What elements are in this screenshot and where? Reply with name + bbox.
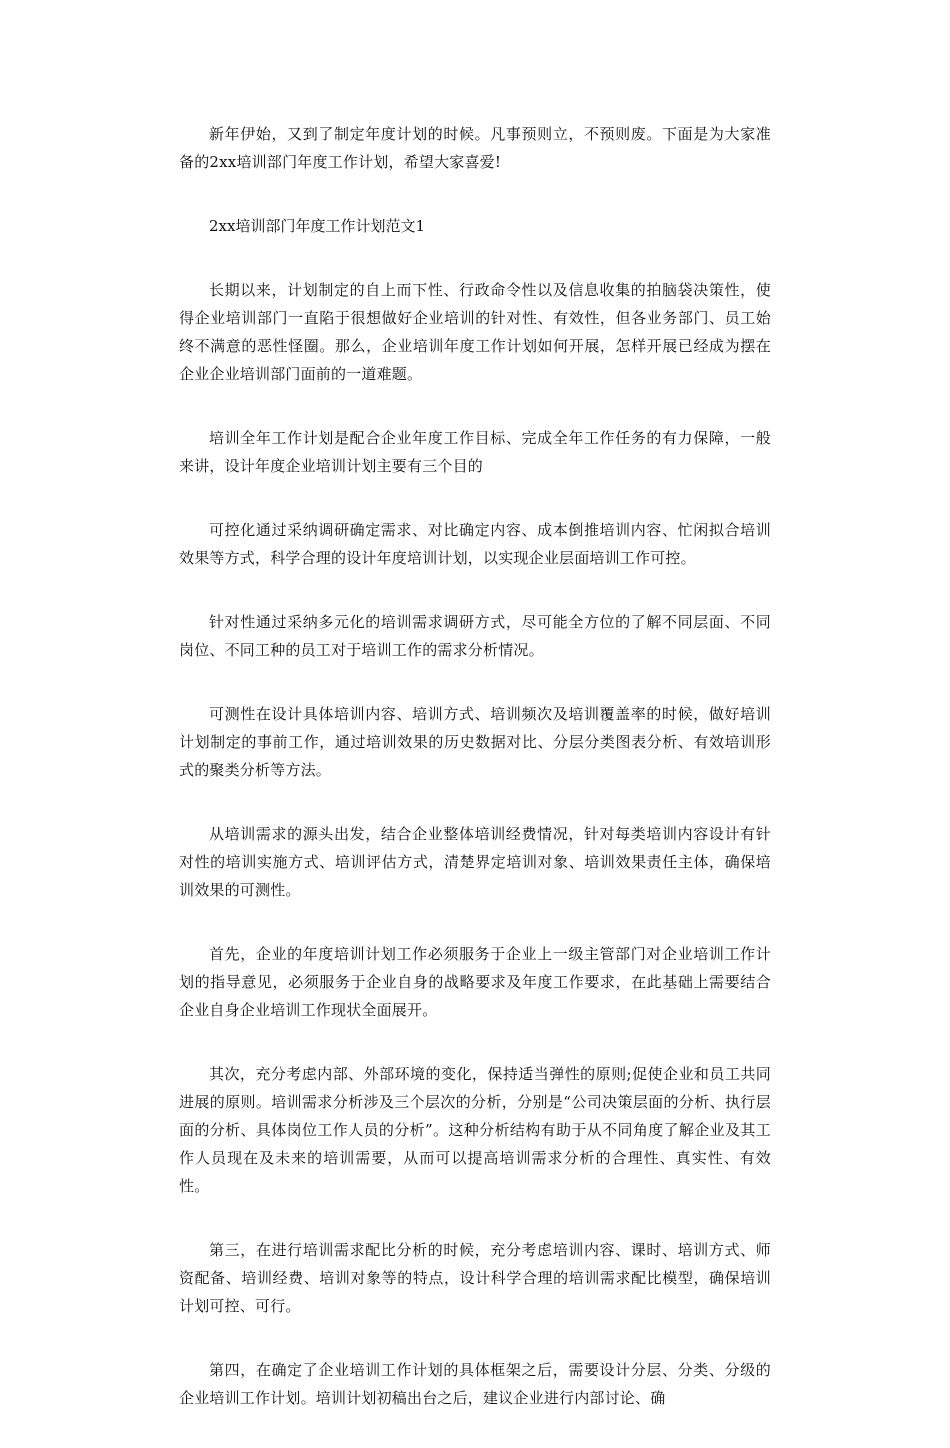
paragraph-7: 首先，企业的年度培训计划工作必须服务于企业上一级主管部门对企业培训工作计划的指导意见，必须服务于企业自身的战略要求及年度工作要求，在此基础上需要结合企业自身企业培训工作现状全面展开。 [179,945,771,1019]
intro-paragraph: 新年伊始，又到了制定年度计划的时候。凡事预则立，不预则废。下面是为大家准备的2xx培训部门年度工作计划，希望大家喜爱! [179,125,771,171]
paragraph-3: 可控化通过采纳调研确定需求、对比确定内容、成本倒推培训内容、忙闲拟合培训效果等方式，科学合理的设计年度培训计划，以实现企业层面培训工作可控。 [179,521,771,567]
paragraph-9: 第三，在进行培训需求配比分析的时候，充分考虑培训内容、课时、培训方式、师资配备、培训经费、培训对象等的特点，设计科学合理的培训需求配比模型，确保培训计划可控、可行。 [179,1241,771,1315]
paragraph-6: 从培训需求的源头出发，结合企业整体培训经费情况，针对每类培训内容设计有针对性的培训实施方式、培训评估方式，清楚界定培训对象、培训效果责任主体，确保培训效果的可测性。 [179,825,771,899]
paragraph-2: 培训全年工作计划是配合企业年度工作目标、完成全年工作任务的有力保障，一般来讲，设计年度企业培训计划主要有三个目的 [179,429,771,475]
paragraph-8: 其次，充分考虑内部、外部环境的变化，保持适当弹性的原则;促使企业和员工共同进展的原则。培训需求分析涉及三个层次的分析，分别是“公司决策层面的分析、执行层面的分析、具体岗位工作人员的分析”。这种分析结构有助于从不同角度了解企业及其工作人员现在及未来的培训需要，从而可以提高培训需求分析的合理性、真实性、有效性。 [179,1065,771,1195]
section-heading: 2xx培训部门年度工作计划范文1 [209,217,426,235]
paragraph-5: 可测性在设计具体培训内容、培训方式、培训频次及培训覆盖率的时候，做好培训计划制定的事前工作，通过培训效果的历史数据对比、分层分类图表分析、有效培训形式的聚类分析等方法。 [179,705,771,779]
paragraph-10: 第四，在确定了企业培训工作计划的具体框架之后，需要设计分层、分类、分级的企业培训工作计划。培训计划初稿出台之后，建议企业进行内部讨论、确 [179,1361,771,1407]
document-body [179,120,771,1448]
paragraph-1: 长期以来，计划制定的自上而下性、行政命令性以及信息收集的拍脑袋决策性，使得企业培训部门一直陷于很想做好企业培训的针对性、有效性，但各业务部门、员工始终不满意的恶性怪圈。那么，企业培训年度工作计划如何开展，怎样开展已经成为摆在企业企业培训部门面前的一道难题。 [179,281,771,383]
paragraph-4: 针对性通过采纳多元化的培训需求调研方式，尽可能全方位的了解不同层面、不同岗位、不同工种的员工对于培训工作的需求分析情况。 [179,613,771,659]
